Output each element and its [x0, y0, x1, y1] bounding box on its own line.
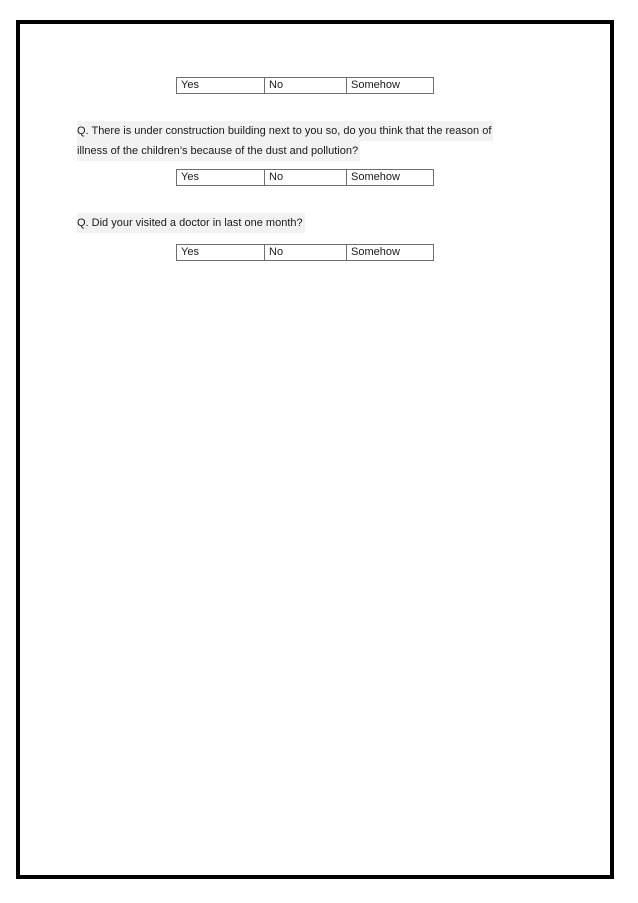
question-construction-dust [77, 121, 547, 161]
answer-options-table-2 [176, 169, 434, 186]
option-no[interactable]: No [265, 245, 347, 261]
question-line-1: Q. There is under construction building next to you so, do you think that the reason of [77, 121, 493, 141]
answer-options-table-3 [176, 244, 434, 261]
option-no[interactable]: No [265, 170, 347, 186]
question-doctor-visit [77, 213, 547, 233]
option-no[interactable]: No [265, 78, 347, 94]
option-somehow[interactable]: Somehow [347, 245, 434, 261]
option-somehow[interactable]: Somehow [347, 78, 434, 94]
answer-options-table-1 [176, 77, 434, 94]
answer-options-row [177, 170, 434, 186]
question-line-1: Q. Did your visited a doctor in last one month? [77, 213, 305, 233]
option-somehow[interactable]: Somehow [347, 170, 434, 186]
answer-options-row [177, 78, 434, 94]
answer-options-row [177, 245, 434, 261]
question-line-2: illness of the children’s because of the dust and pollution? [77, 141, 360, 161]
option-yes[interactable]: Yes [177, 245, 265, 261]
option-yes[interactable]: Yes [177, 78, 265, 94]
option-yes[interactable]: Yes [177, 170, 265, 186]
